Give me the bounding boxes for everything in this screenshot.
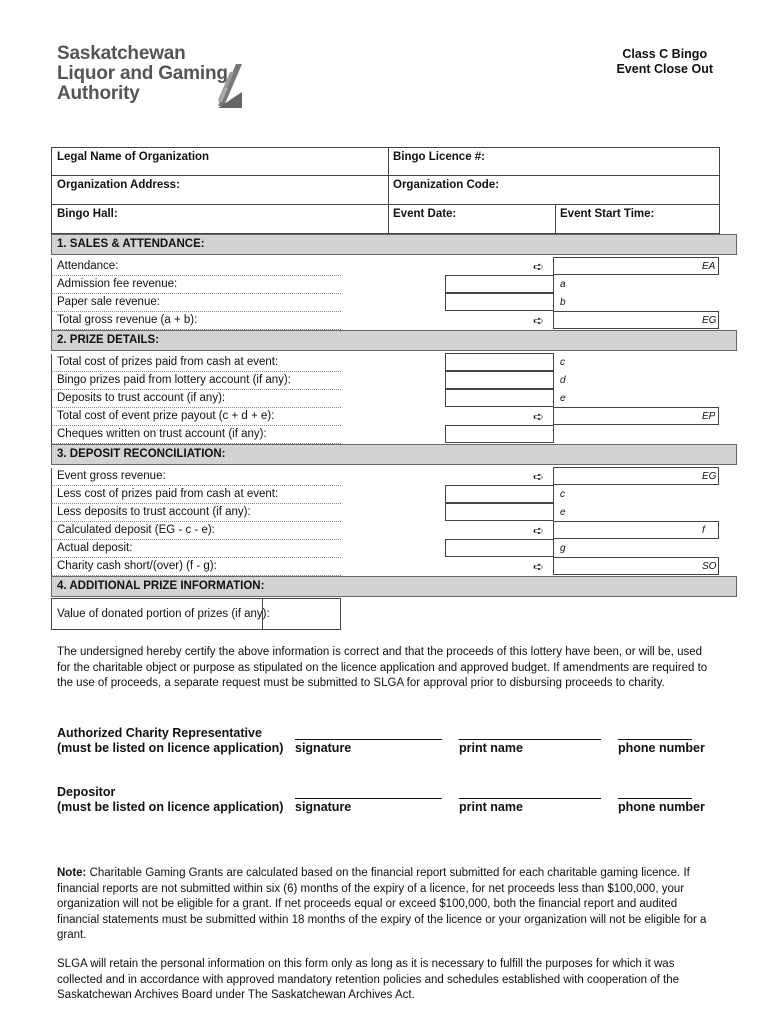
admission-input[interactable] <box>445 275 554 293</box>
prize-lottery-label: Bingo prizes paid from lottery account (if any): <box>51 372 341 390</box>
rep-label <box>57 726 283 756</box>
licence-field[interactable] <box>388 148 490 175</box>
actual-deposit-code: g <box>560 543 566 554</box>
depositor-label <box>57 785 283 815</box>
donated-prizes-input[interactable] <box>262 599 340 629</box>
less-cash-code: c <box>560 489 565 500</box>
title-line2: Event Close Out <box>616 62 713 76</box>
admission-label: Admission fee revenue: <box>51 276 341 294</box>
arrow-right-icon: ➪ <box>533 313 544 328</box>
trust-deposit-input[interactable] <box>445 389 554 407</box>
logo-icon <box>214 62 244 110</box>
donated-prizes-label: Value of donated portion of prizes (if any): <box>57 608 270 620</box>
org-name-line3: Authority <box>57 83 140 104</box>
note-text: Charitable Gaming Grants are calculated based on the financial report submitted for each charitable gaming licence. If financial reports are not submitted within six (6) months of the expiry of a licence, for net proceeds less than $100,000, your organization will not be eligible for a grant. If net proceeds equal or exceed $100,000, both the financial report and audited financial statements must be submitted within 18 months of the expiry of the licence or your organization will not be eligible for a grant. <box>57 867 707 941</box>
total-gross-input[interactable] <box>553 311 719 329</box>
prize-cash-label: Total cost of prizes paid from cash at event: <box>51 354 341 372</box>
depositor-subtitle: (must be listed on licence application) <box>57 800 284 814</box>
depositor-phone-line[interactable] <box>618 798 692 799</box>
actual-deposit-label: Actual deposit: <box>51 540 341 558</box>
calculated-deposit-code: f <box>702 525 705 536</box>
arrow-right-icon: ➪ <box>533 409 544 424</box>
section-sales-attendance: 1. SALES & ATTENDANCE: <box>51 234 737 255</box>
calculated-deposit-label: Calculated deposit (EG - c - e): <box>51 522 341 540</box>
rep-signature-label: signature <box>295 741 352 755</box>
arrow-right-icon: ➪ <box>533 259 544 274</box>
org-code-field[interactable] <box>388 176 504 204</box>
depositor-print-name-label: print name <box>459 800 523 814</box>
organization-info-table <box>51 147 720 234</box>
paper-sale-input[interactable] <box>445 293 554 311</box>
section-additional-prize: 4. ADDITIONAL PRIZE INFORMATION: <box>51 576 737 597</box>
payout-label: Total cost of event prize payout (c + d + e): <box>51 408 341 426</box>
cash-short-input[interactable] <box>553 557 719 575</box>
address-label: Organization Address: <box>57 179 180 191</box>
rep-title: Authorized Charity Representative <box>57 726 262 740</box>
total-gross-label: Total gross revenue (a + b): <box>51 312 341 330</box>
arrow-right-icon: ➪ <box>533 523 544 538</box>
rep-signature-line[interactable] <box>295 739 442 740</box>
less-trust-input[interactable] <box>445 503 554 521</box>
cheques-label: Cheques written on trust account (if any): <box>51 426 341 444</box>
legal-name-label: Legal Name of Organization <box>57 151 210 163</box>
section-prize-details: 2. PRIZE DETAILS: <box>51 330 737 351</box>
cash-short-label: Charity cash short/(over) (f - g): <box>51 558 341 576</box>
document-title <box>616 47 713 77</box>
rep-phone-line[interactable] <box>618 739 692 740</box>
less-trust-code: e <box>560 507 566 518</box>
prize-cash-code: c <box>560 357 565 368</box>
cheques-input[interactable] <box>445 425 554 443</box>
address-field[interactable] <box>52 176 388 204</box>
event-gross-code: EG <box>702 471 717 482</box>
payout-input[interactable] <box>553 407 719 425</box>
start-time-field[interactable] <box>555 205 659 233</box>
prize-lottery-code: d <box>560 375 566 386</box>
legal-name-field[interactable] <box>52 148 388 175</box>
donated-prizes-row <box>51 598 341 630</box>
calculated-deposit-input[interactable] <box>553 521 719 539</box>
event-date-label: Event Date: <box>393 208 457 220</box>
org-name-line1: Saskatchewan <box>57 43 186 64</box>
rep-print-name-label: print name <box>459 741 523 755</box>
attendance-input[interactable] <box>553 257 719 275</box>
event-gross-label: Event gross revenue: <box>51 468 341 486</box>
hall-label: Bingo Hall: <box>57 208 118 220</box>
less-cash-input[interactable] <box>445 485 554 503</box>
prize-cash-input[interactable] <box>445 353 554 371</box>
org-code-label: Organization Code: <box>393 179 500 191</box>
admission-code: a <box>560 279 566 290</box>
title-line1: Class C Bingo <box>622 47 708 61</box>
prize-lottery-input[interactable] <box>445 371 554 389</box>
section-deposit-reconciliation: 3. DEPOSIT RECONCILIATION: <box>51 444 737 465</box>
org-name-line2: Liquor and Gaming <box>57 63 228 84</box>
depositor-signature-line[interactable] <box>295 798 442 799</box>
hall-field[interactable] <box>52 205 388 233</box>
privacy-statement: SLGA will retain the personal information on this form only as long as it is necessary to fulfill the purposes for which it was collected and in accordance with approved mandatory retention policies and schedules established with cooperation of the Saskatchewan Archives Board under The Saskatchewan Archives Act. <box>57 958 680 1001</box>
actual-deposit-input[interactable] <box>445 539 554 557</box>
less-trust-label: Less deposits to trust account (if any): <box>51 504 341 522</box>
depositor-print-name-line[interactable] <box>459 798 601 799</box>
certification-text: The undersigned hereby certify the above information is correct and that the proceeds of this lottery have been, or will be, used for the charitable object or purpose as stipulated on the licence application and approved budget. If amendments are required to the use of proceeds, a separate request must be submitted to SLGA for approval prior to disbursing proceeds to charity. <box>57 646 708 689</box>
trust-deposit-label: Deposits to trust account (if any): <box>51 390 341 408</box>
total-gross-code: EG <box>702 315 717 326</box>
event-date-field[interactable] <box>388 205 555 233</box>
grant-note <box>57 866 717 944</box>
rep-print-name-line[interactable] <box>459 739 601 740</box>
payout-code: EP <box>702 411 716 422</box>
start-time-label: Event Start Time: <box>560 208 655 220</box>
org-logo-text <box>57 44 228 104</box>
depositor-title: Depositor <box>57 785 116 799</box>
arrow-right-icon: ➪ <box>533 469 544 484</box>
licence-label: Bingo Licence #: <box>393 151 486 163</box>
less-cash-label: Less cost of prizes paid from cash at event: <box>51 486 341 504</box>
attendance-code: EA <box>702 261 716 272</box>
arrow-right-icon: ➪ <box>533 559 544 574</box>
paper-sale-label: Paper sale revenue: <box>51 294 341 312</box>
note-label: Note: <box>57 867 87 879</box>
depositor-signature-label: signature <box>295 800 352 814</box>
attendance-label: Attendance: <box>51 258 341 276</box>
paper-sale-code: b <box>560 297 566 308</box>
cash-short-code: SO <box>702 561 717 572</box>
rep-subtitle: (must be listed on licence application) <box>57 741 284 755</box>
event-gross-input[interactable] <box>553 467 719 485</box>
depositor-phone-label: phone number <box>618 800 705 814</box>
rep-phone-label: phone number <box>618 741 705 755</box>
trust-deposit-code: e <box>560 393 566 404</box>
